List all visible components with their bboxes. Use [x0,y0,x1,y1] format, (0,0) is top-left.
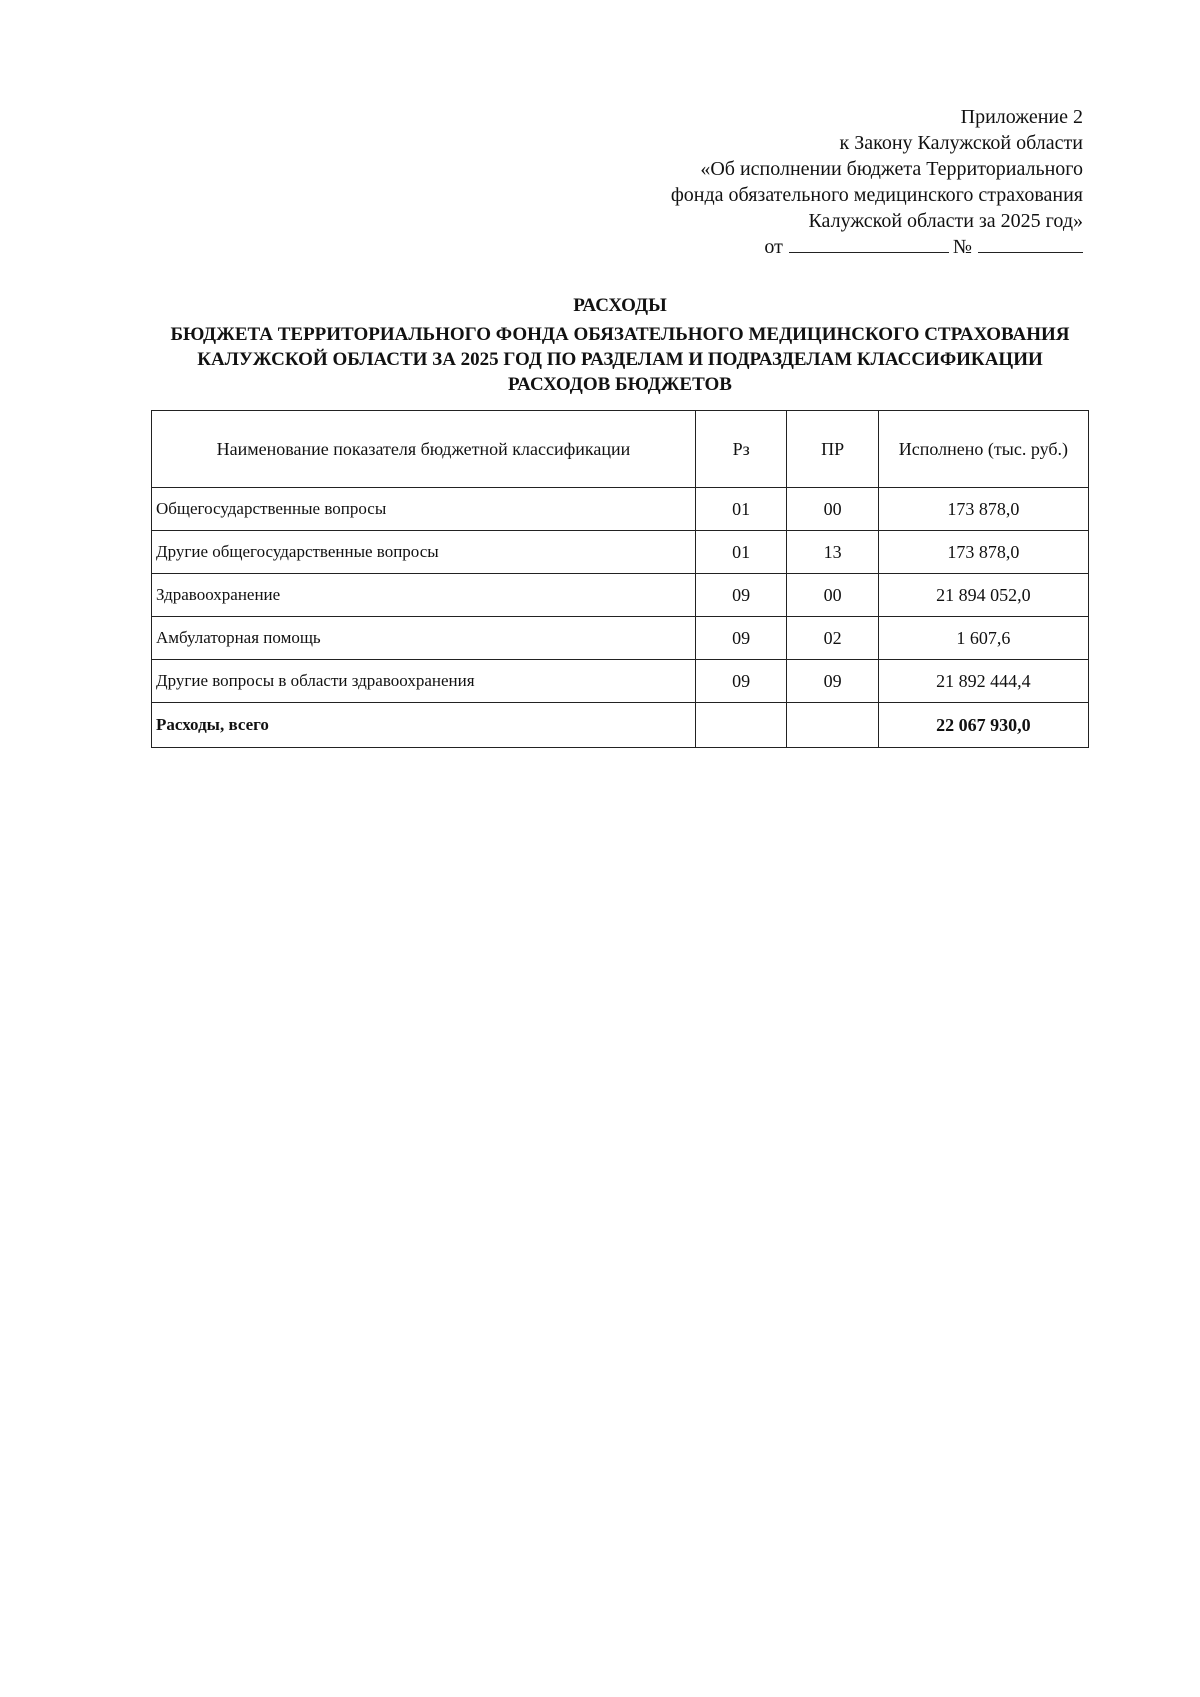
title-line-3: РАСХОДОВ БЮДЖЕТОВ [508,374,732,395]
table-row [152,617,1089,660]
total-pr [787,703,878,748]
row-pr: 02 [787,617,878,660]
law-title-line-3: Калужской области за 2025 год» [808,210,1083,232]
header-name: Наименование показателя бюджетной классификации [152,411,696,488]
row-pr: 00 [787,574,878,617]
row-amount: 21 894 052,0 [878,574,1088,617]
header-amount: Исполнено (тыс. руб.) [878,411,1088,488]
header-pr: ПР [787,411,878,488]
table-header-row [152,411,1089,488]
law-title-line-2: фонда обязательного медицинского страхования [670,184,1083,206]
number-sign: № [952,236,972,258]
row-name: Другие общегосударственные вопросы [152,531,696,574]
row-pr: 09 [787,660,878,703]
table-row [152,574,1089,617]
total-amount: 22 067 930,0 [878,703,1088,748]
row-name: Общегосударственные вопросы [152,488,696,531]
row-rz: 09 [695,617,786,660]
number-blank [978,234,1083,253]
appendix-number: Приложение 2 [960,106,1083,128]
law-reference: к Закону Калужской области [839,132,1083,154]
row-amount: 1 607,6 [878,617,1088,660]
row-rz: 09 [695,574,786,617]
date-prefix: от [764,236,783,258]
table-row [152,488,1089,531]
row-amount: 173 878,0 [878,488,1088,531]
header-rz: Рз [695,411,786,488]
row-pr: 00 [787,488,878,531]
total-rz [695,703,786,748]
row-rz: 01 [695,488,786,531]
law-title-line-1: «Об исполнении бюджета Территориального [700,158,1083,180]
table-row [152,531,1089,574]
row-amount: 21 892 444,4 [878,660,1088,703]
document-title [150,293,1090,397]
row-name: Здравоохранение [152,574,696,617]
date-blank [789,234,949,253]
appendix-header [671,104,1083,260]
expenses-table [151,410,1089,748]
total-row [152,703,1089,748]
row-amount: 173 878,0 [878,531,1088,574]
row-rz: 09 [695,660,786,703]
table-row [152,660,1089,703]
row-name: Другие вопросы в области здравоохранения [152,660,696,703]
title-line-2: КАЛУЖСКОЙ ОБЛАСТИ ЗА 2025 ГОД ПО РАЗДЕЛАМ И ПОДРАЗДЕЛАМ КЛАССИФИКАЦИИ [197,349,1043,370]
date-number-line [671,234,1083,260]
title-line-1: БЮДЖЕТА ТЕРРИТОРИАЛЬНОГО ФОНДА ОБЯЗАТЕЛЬНОГО МЕДИЦИНСКОГО СТРАХОВАНИЯ [170,324,1070,345]
total-name: Расходы, всего [152,703,696,748]
row-rz: 01 [695,531,786,574]
row-name: Амбулаторная помощь [152,617,696,660]
title-main: РАСХОДЫ [573,295,667,316]
row-pr: 13 [787,531,878,574]
